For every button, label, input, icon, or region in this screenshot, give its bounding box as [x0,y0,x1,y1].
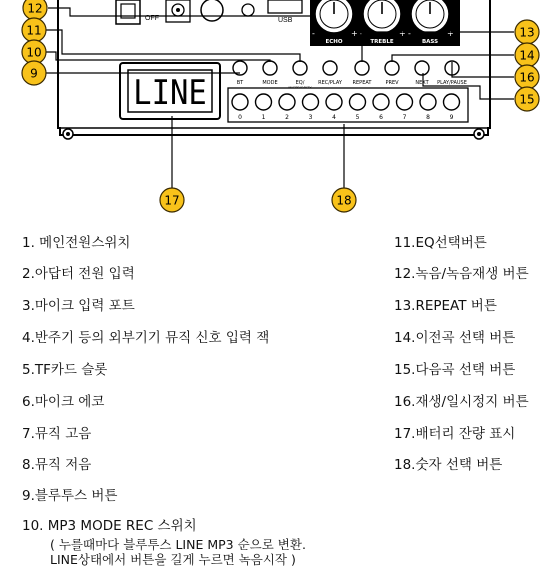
callout-12 [23,0,47,20]
screw-right-inner [477,132,481,136]
legend-item-17: 17.배터리 잔량 표시 [394,426,516,442]
bass-label: BASS [421,39,439,45]
mic-input-jack[interactable] [201,0,223,21]
callout-14 [515,43,539,67]
number-button-3-label: 3 [308,114,313,121]
callout-10-label: 10 [26,45,42,60]
treble-minus-mark: - [360,29,363,38]
number-button-8[interactable] [420,94,436,110]
repeat-button[interactable] [355,61,369,75]
callout-15-label: 15 [519,92,535,107]
legend-item-14: 14.이전곡 선택 버튼 [394,330,516,346]
number-button-0[interactable] [232,94,248,110]
number-button-0-label: 0 [238,114,242,121]
number-button-6[interactable] [373,94,389,110]
callout-17 [160,188,184,212]
number-button-2[interactable] [279,94,295,110]
usb-label: USB [278,17,293,24]
prev-button[interactable] [385,61,399,75]
bass-minus-mark: - [408,29,411,38]
echo-label: ECHO [325,39,343,45]
number-button-9[interactable] [444,94,460,110]
legend-item-11: 11.EQ선택버튼 [394,235,487,251]
legend-item-12: 12.녹음/녹음재생 버튼 [394,266,529,282]
treble-plus-mark: + [399,29,406,38]
callout-14-label: 14 [519,48,535,63]
callout-13 [515,20,539,44]
rec-play-button-label: REC/PLAY [318,80,342,86]
next-button-label: NEXT [415,80,429,86]
number-button-1-label: 1 [261,114,266,121]
number-button-8-label: 8 [426,114,430,121]
legend-item-15: 15.다음곡 선택 버튼 [394,362,516,378]
play-pause-button-label: PLAY/PAUSE [437,80,467,86]
knob-group [310,0,460,46]
mode-button[interactable] [263,61,277,75]
legend-item-8: 8.뮤직 저음 [22,457,92,473]
callout-18-label: 18 [336,193,352,208]
callout-15 [515,87,539,111]
treble-label: TREBLE [370,39,394,45]
panel-diagram [0,0,559,215]
number-button-4[interactable] [326,94,342,110]
legend-item-16: 16.재생/일시정지 버튼 [394,394,529,410]
legend-item-10: 10. MP3 MODE REC 스위치 [22,518,197,534]
legend-item-5: 5.TF카드 슬롯 [22,362,108,378]
number-button-5-label: 5 [355,114,360,121]
callout-9-label: 9 [30,66,38,81]
rec-play-button[interactable] [323,61,337,75]
number-button-9-label: 9 [449,114,454,121]
number-button-3[interactable] [303,94,319,110]
legend-item-7: 7.뮤직 고음 [22,426,92,442]
callout-11 [22,18,46,42]
legend-item-10-note-2: LINE상태에서 버튼을 길게 누르면 녹음시작 ) [50,552,296,567]
legend-item-4: 4.반주기 등의 외부기기 뮤직 신호 입력 잭 [22,330,270,346]
number-button-7-label: 7 [402,114,407,121]
number-button-1[interactable] [256,94,272,110]
number-button-5[interactable] [350,94,366,110]
dc-jack-pin [176,8,180,12]
legend-item-18: 18.숫자 선택 버튼 [394,457,503,473]
screw-left-inner [66,132,70,136]
callout-13-label: 13 [519,25,535,40]
legend-item-13: 13.REPEAT 버튼 [394,298,497,314]
repeat-button-label: REPEAT [352,80,372,86]
legend-item-9: 9.블루투스 버튼 [22,488,118,504]
legend-item-1: 1. 메인전원스위치 [22,235,131,251]
aux-input-jack[interactable] [242,4,254,16]
usb-port[interactable] [268,0,302,13]
legend-item-2: 2.아답터 전원 입력 [22,266,135,282]
bass-plus-mark: + [447,29,454,38]
callout-16 [515,65,539,89]
callout-12-label: 12 [27,1,43,16]
bt-button-label: BT [236,80,244,86]
callout-16-label: 16 [519,70,535,85]
number-button-6-label: 6 [379,114,383,121]
power-switch-off-label: OFF [145,15,159,22]
legend-item-10-note-1: ( 누를때마다 블루투스 LINE MP3 순으로 변환. [50,537,306,552]
number-button-7[interactable] [397,94,413,110]
echo-minus-mark: - [312,29,315,38]
number-button-4-label: 4 [332,114,336,121]
callout-11-label: 11 [26,23,42,38]
legend-item-6: 6.마이크 에코 [22,394,105,410]
number-button-2-label: 2 [285,114,289,121]
callout-17-label: 17 [164,193,180,208]
next-button[interactable] [415,61,429,75]
eq--button[interactable] [293,61,307,75]
prev-button-label: PREV [385,80,399,86]
display-text: LINE [133,72,207,113]
legend-item-3: 3.마이크 입력 포트 [22,298,135,314]
eq--button-label: EQ/ [295,80,305,86]
mode-button-label: MODE [262,80,278,86]
callout-9 [22,61,46,85]
callout-18 [332,188,356,212]
echo-plus-mark: + [351,29,358,38]
